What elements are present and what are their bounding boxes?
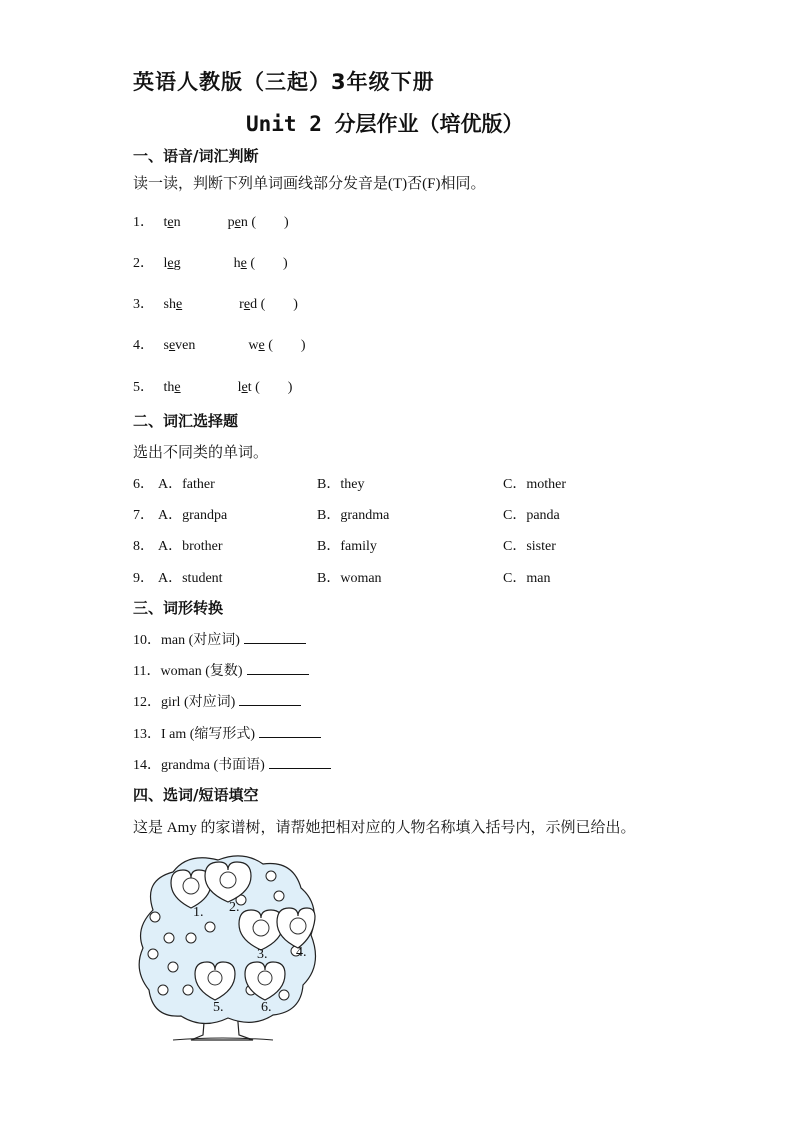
choice-a[interactable]: A．father <box>158 477 215 492</box>
section4-heading: 四、选词/短语填空 <box>133 786 259 804</box>
section1-heading: 一、语音/词汇判断 <box>133 147 259 165</box>
choice-num: 7． <box>133 508 154 523</box>
choice-b[interactable]: B．family <box>317 539 377 554</box>
choice-c[interactable]: C．man <box>503 571 551 586</box>
choice-num: 6． <box>133 477 154 492</box>
tree-label: 5. <box>213 1000 224 1015</box>
choice-c[interactable]: C．panda <box>503 508 560 523</box>
wordform-item: 14．grandma (书面语) <box>133 754 331 774</box>
answer-parenthesis[interactable]: ( ) <box>255 380 293 395</box>
choice-num: 8． <box>133 539 154 554</box>
choice-c[interactable]: C．sister <box>503 539 556 554</box>
tree-label: 4. <box>296 945 307 960</box>
answer-parenthesis[interactable]: ( ) <box>268 338 306 353</box>
wordform-item: 13．I am (缩写形式) <box>133 723 321 743</box>
tree-label: 2. <box>229 900 240 915</box>
phonics-item: 4． seven we ( ) <box>133 338 306 353</box>
wordform-item: 12．girl (对应词) <box>133 691 301 711</box>
answer-blank[interactable] <box>244 631 306 644</box>
page-title: 英语人教版（三起）3年级下册 <box>133 70 435 94</box>
section4-instruction: 这是 Amy 的家谱树，请帮她把相对应的人物名称填入括号内，示例已给出。 <box>133 820 636 836</box>
choice-a[interactable]: A．brother <box>158 539 223 554</box>
answer-parenthesis[interactable]: ( ) <box>260 297 298 312</box>
wordform-item: 10．man (对应词) <box>133 629 306 649</box>
answer-parenthesis[interactable]: ( ) <box>251 215 289 230</box>
phonics-item: 1． ten pen ( ) <box>133 215 289 230</box>
choice-b[interactable]: B．woman <box>317 571 382 586</box>
tree-label: 3. <box>257 947 268 962</box>
answer-blank[interactable] <box>259 725 321 738</box>
choice-a[interactable]: A．student <box>158 571 223 586</box>
section1-instruction: 读一读，判断下列单词画线部分发音是(T)否(F)相同。 <box>133 176 486 192</box>
choice-num: 9． <box>133 571 154 586</box>
section2-heading: 二、词汇选择题 <box>133 412 239 430</box>
wordform-item: 11．woman (复数) <box>133 660 309 680</box>
phonics-item: 3． she red ( ) <box>133 297 298 312</box>
choice-b[interactable]: B．they <box>317 477 365 492</box>
family-tree-illustration <box>133 850 323 1045</box>
tree-label: 6. <box>261 1000 272 1015</box>
answer-parenthesis[interactable]: ( ) <box>250 256 288 271</box>
tree-label: 1. <box>193 905 204 920</box>
choice-a[interactable]: A．grandpa <box>158 508 228 523</box>
choice-b[interactable]: B．grandma <box>317 508 390 523</box>
phonics-item: 2． leg he ( ) <box>133 256 288 271</box>
answer-blank[interactable] <box>247 662 309 675</box>
section2-instruction: 选出不同类的单词。 <box>133 445 269 461</box>
page-subtitle: Unit 2 分层作业（培优版） <box>246 112 524 136</box>
answer-blank[interactable] <box>269 756 331 769</box>
answer-blank[interactable] <box>239 693 301 706</box>
choice-c[interactable]: C．mother <box>503 477 566 492</box>
phonics-item: 5． the let ( ) <box>133 380 293 395</box>
section3-heading: 三、词形转换 <box>133 599 224 617</box>
